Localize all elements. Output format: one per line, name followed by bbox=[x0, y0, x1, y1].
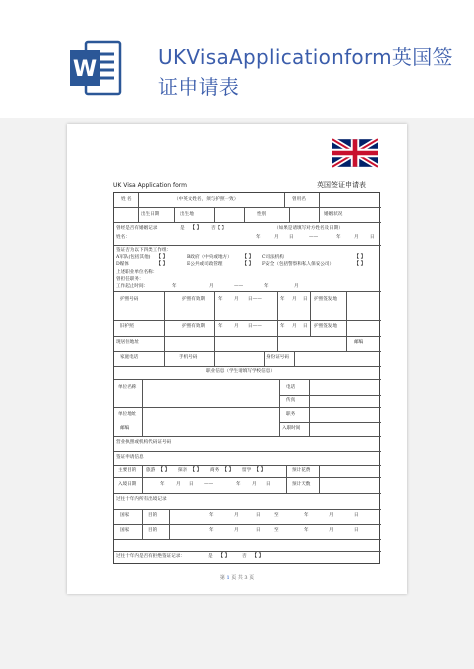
r6-month1: 月 bbox=[209, 284, 214, 289]
hint-name: （中英文姓名，须与护照一致） bbox=[174, 197, 239, 202]
option-military: A军队(包括其他) bbox=[116, 255, 151, 260]
trip1-year1: 年 bbox=[209, 513, 214, 518]
label-old-passport-validity: 护照有效期 bbox=[182, 324, 205, 329]
label-business-license: 营业执照或机构代码证号码 bbox=[116, 440, 172, 445]
r16-month1: 月 bbox=[176, 482, 181, 487]
refusal-no-checkbox[interactable]: 【 】 bbox=[252, 553, 264, 559]
label-id-number: 身份证号码 bbox=[266, 355, 289, 360]
trip1-purpose: 目的 bbox=[148, 513, 158, 518]
label-company-address: 单位地址 bbox=[118, 412, 137, 417]
label-home-phone: 家庭电话 bbox=[120, 355, 139, 360]
label-birth-date: 出生日期 bbox=[141, 212, 160, 217]
label-company-postcode: 邮编 bbox=[120, 426, 130, 431]
trip2-month2: 月 bbox=[329, 528, 334, 533]
r8-month1: 月 bbox=[234, 324, 239, 329]
checkbox-security[interactable]: 【 】 bbox=[354, 261, 366, 267]
trip2-day2: 日 bbox=[354, 528, 359, 533]
uk-flag-icon bbox=[332, 138, 378, 168]
r8-day2: 日 bbox=[303, 324, 308, 329]
checkbox-military[interactable]: 【 】 bbox=[156, 254, 168, 260]
option-family-visit: 探亲 bbox=[178, 468, 188, 473]
checkbox-business[interactable]: 【 】 bbox=[222, 467, 234, 473]
hint-spouse: （如果是请填写对方姓名及日期） bbox=[274, 226, 343, 231]
checkbox-judiciary[interactable]: 【 】 bbox=[354, 254, 366, 260]
trip2-purpose: 目的 bbox=[148, 528, 158, 533]
r6-year1: 年 bbox=[172, 284, 177, 289]
marriage-no-checkbox[interactable]: 否【 】 bbox=[211, 226, 227, 231]
r4-month1: 月 bbox=[274, 235, 279, 240]
footer-post: 页 共 3 页 bbox=[231, 575, 255, 581]
refusal-yes-label: 是 bbox=[208, 554, 213, 559]
r6-year2: 年 bbox=[264, 284, 269, 289]
option-government: B政府（中央或地方） bbox=[187, 255, 232, 260]
checkbox-tourism[interactable]: 【 】 bbox=[158, 467, 170, 473]
label-marital-status: 婚姻状况 bbox=[324, 212, 343, 217]
label-work-period: 工作起止时间： bbox=[116, 284, 149, 289]
label-refusal-history: 过往十年内是否有拒绝签证记录： bbox=[116, 554, 185, 559]
r16-month2: 月 bbox=[252, 482, 257, 487]
r6-dash: —— bbox=[234, 284, 244, 289]
label-job-title: 职务 bbox=[286, 412, 296, 417]
label-passport-number: 护照号码 bbox=[120, 297, 139, 302]
trip2-year2: 年 bbox=[304, 528, 309, 533]
label-postcode: 邮编 bbox=[354, 340, 364, 345]
checkbox-family-visit[interactable]: 【 】 bbox=[190, 467, 202, 473]
option-study: 留学 bbox=[242, 468, 252, 473]
r16-year2: 年 bbox=[236, 482, 241, 487]
r16-day2: 日 bbox=[266, 482, 271, 487]
label-estimated-days: 预计天数 bbox=[292, 482, 311, 487]
r16-dash: —— bbox=[204, 482, 214, 487]
svg-text:W: W bbox=[72, 57, 98, 82]
form-heading bbox=[113, 180, 366, 192]
option-media: D媒体 bbox=[116, 262, 129, 267]
marriage-yes-label: 是 bbox=[180, 226, 185, 231]
label-entry-date: 入境日期 bbox=[118, 482, 137, 487]
label-marriage-record: 曾经是否有婚姻记录 bbox=[116, 226, 158, 231]
trip1-month1: 月 bbox=[234, 513, 239, 518]
r8-year1: 年 bbox=[218, 324, 223, 329]
option-judiciary: C司法机构 bbox=[262, 255, 284, 260]
label-company-name: 单位名称 bbox=[118, 385, 137, 390]
label-work-categories: 签证否为以下四类工作组： bbox=[116, 248, 172, 253]
trip2-to: 至 bbox=[274, 528, 279, 533]
option-public-admin: E公共或司政管理 bbox=[187, 262, 223, 267]
checkbox-media[interactable]: 【 】 bbox=[156, 261, 168, 267]
refusal-no-label: 否 bbox=[242, 554, 247, 559]
checkbox-public-admin[interactable]: 【 】 bbox=[242, 261, 254, 267]
r4-year2: 年 bbox=[336, 235, 341, 240]
r6-month2: 月 bbox=[294, 284, 299, 289]
r7-day-dash: 日—— bbox=[248, 297, 262, 302]
label-mobile: 手机号码 bbox=[179, 355, 198, 360]
r4-year1: 年 bbox=[256, 235, 261, 240]
document-title: UKVisaApplicationform英国签证申请表 bbox=[158, 45, 453, 99]
marriage-yes-checkbox[interactable]: 【 】 bbox=[190, 225, 202, 231]
label-spouse-name: 姓名： bbox=[116, 235, 130, 240]
footer-page-number: 1 bbox=[226, 575, 230, 581]
trip1-day1: 日 bbox=[256, 513, 261, 518]
r4-day1: 日 bbox=[289, 235, 294, 240]
trip1-year2: 年 bbox=[304, 513, 309, 518]
label-passport-issue-place: 护照签发地 bbox=[314, 297, 337, 302]
r4-dash: —— bbox=[309, 235, 319, 240]
label-birthplace: 出生地 bbox=[180, 212, 194, 217]
page-indicator bbox=[0, 574, 474, 581]
trip2-country: 国家 bbox=[120, 528, 130, 533]
header-banner bbox=[0, 0, 474, 118]
label-estimated-cost: 预计花费 bbox=[292, 468, 311, 473]
section-occupation: 职业信息（学生请填写学校信息） bbox=[206, 369, 275, 374]
r8-year2: 年 bbox=[280, 324, 285, 329]
label-travel-history: 过往十年内所有出境记录 bbox=[116, 497, 167, 502]
r16-day1: 日 bbox=[189, 482, 194, 487]
r7-day2: 日 bbox=[303, 297, 308, 302]
label-name: 姓 名 bbox=[121, 197, 132, 202]
label-position-held: 曾担任职务： bbox=[116, 277, 144, 282]
r8-day-dash: 日—— bbox=[248, 324, 262, 329]
label-old-passport-issue-place: 护照签发地 bbox=[314, 324, 337, 329]
footer-pre: 第 bbox=[219, 575, 225, 581]
trip2-day1: 日 bbox=[256, 528, 261, 533]
form-title-en: UK Visa Application form bbox=[113, 182, 188, 189]
trip1-country: 国家 bbox=[120, 513, 130, 518]
r16-year1: 年 bbox=[160, 482, 165, 487]
trip1-day2: 日 bbox=[354, 513, 359, 518]
trip2-year1: 年 bbox=[209, 528, 214, 533]
r7-year2: 年 bbox=[280, 297, 285, 302]
trip1-to: 至 bbox=[274, 513, 279, 518]
option-business: 商务 bbox=[210, 468, 220, 473]
form-title-cn: 英国签证申请表 bbox=[317, 181, 366, 189]
label-current-address: 现居住地址 bbox=[116, 340, 139, 345]
label-former-name: 曾用名 bbox=[292, 197, 306, 202]
r7-month2: 月 bbox=[292, 297, 297, 302]
label-company-phone: 电话 bbox=[286, 385, 296, 390]
label-purpose: 主要目的 bbox=[118, 468, 137, 473]
r8-month2: 月 bbox=[292, 324, 297, 329]
checkbox-study[interactable]: 【 】 bbox=[254, 467, 266, 473]
section-visa-info: 签证申请信息 bbox=[116, 455, 144, 460]
label-passport-validity: 护照有效期 bbox=[182, 297, 205, 302]
application-form-table bbox=[113, 192, 380, 564]
label-fax: 传真 bbox=[286, 398, 296, 403]
label-employer-name: 上述职业单位名称： bbox=[116, 270, 158, 275]
label-old-passport: 旧护照 bbox=[120, 324, 134, 329]
trip2-month1: 月 bbox=[234, 528, 239, 533]
trip1-month2: 月 bbox=[329, 513, 334, 518]
option-security: F安全（包括警察和私人保安公司） bbox=[262, 262, 335, 267]
label-gender: 性别 bbox=[257, 212, 267, 217]
refusal-yes-checkbox[interactable]: 【 】 bbox=[218, 553, 230, 559]
checkbox-government[interactable]: 【 】 bbox=[242, 254, 254, 260]
r4-month2: 月 bbox=[354, 235, 359, 240]
r4-day2: 日 bbox=[370, 235, 375, 240]
r7-year1: 年 bbox=[218, 297, 223, 302]
option-tourism: 旅游 bbox=[146, 468, 156, 473]
label-start-date: 入职时间 bbox=[282, 426, 301, 431]
r7-month1: 月 bbox=[234, 297, 239, 302]
word-document-icon bbox=[68, 40, 124, 96]
